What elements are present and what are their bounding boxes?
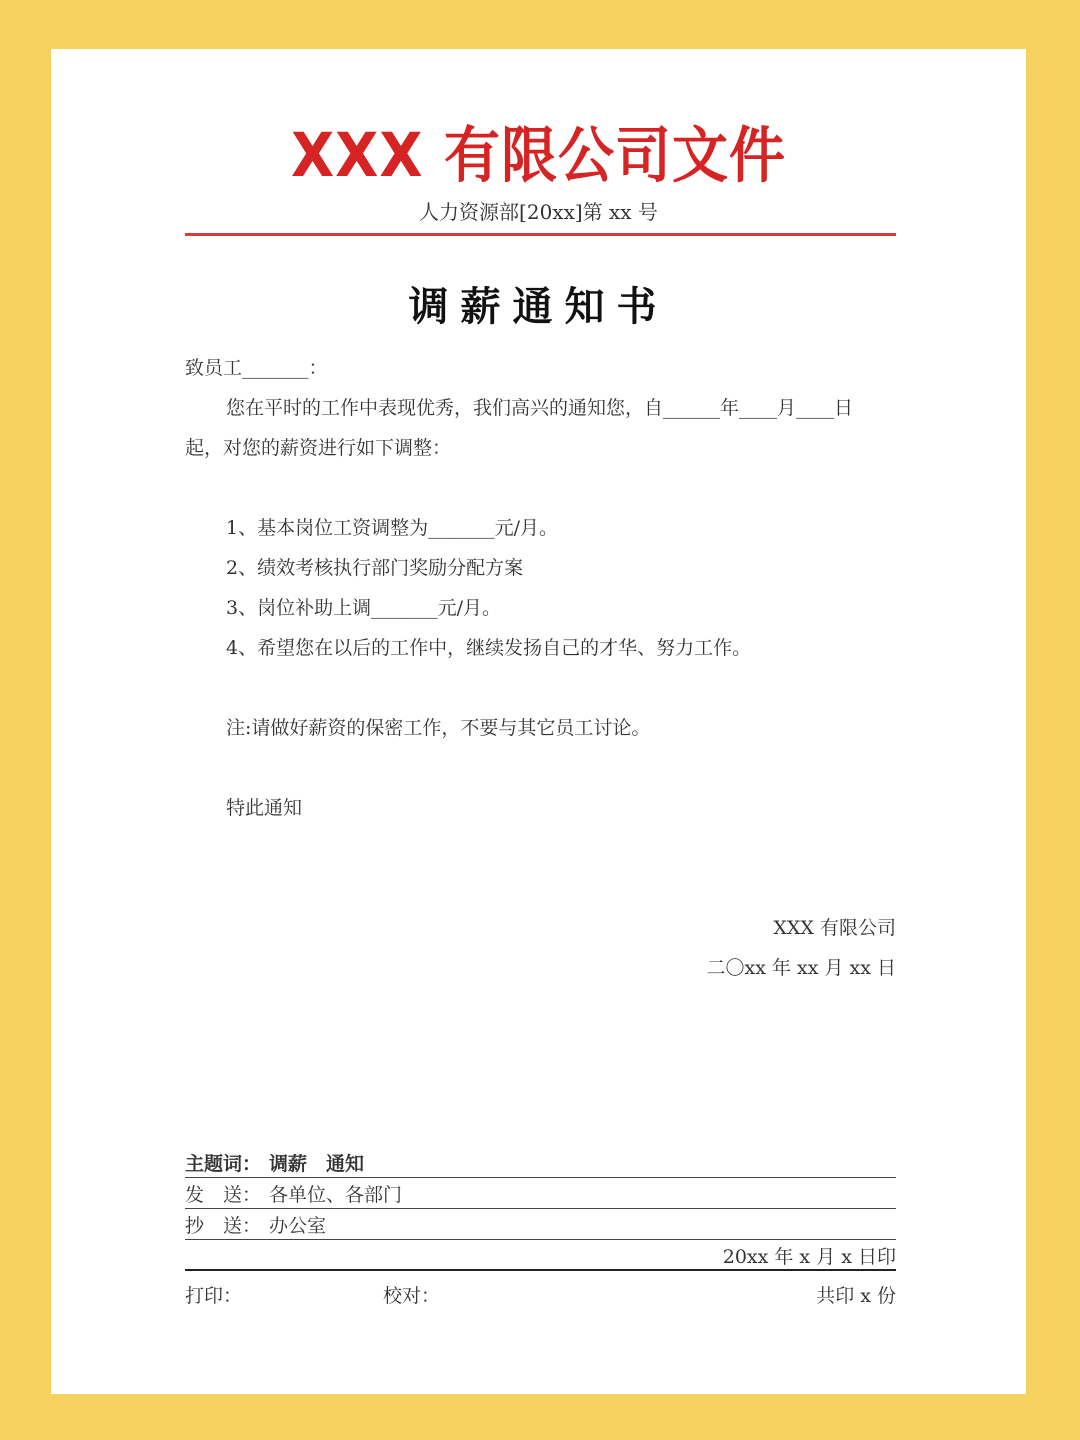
send-label: 发 送： xyxy=(185,1184,262,1206)
print-date: 20xx 年 x 月 x 日印 xyxy=(722,1246,896,1268)
proofread-label: 校对： xyxy=(383,1285,441,1307)
adjustment-item-1: 1、基本岗位工资调整为_______元/月。 xyxy=(226,517,558,539)
document-page xyxy=(51,49,1026,1394)
print-label: 打印： xyxy=(185,1285,243,1307)
copies-count: 共印 x 份 xyxy=(816,1285,896,1307)
intro-line-2: 起，对您的薪资进行如下调整： xyxy=(185,437,452,459)
closing-text: 特此通知 xyxy=(226,797,303,819)
notice-title: 调薪通知书 xyxy=(408,283,669,330)
footer-thick-divider xyxy=(185,1269,896,1271)
adjustment-item-2: 2、绩效考核执行部门奖励分配方案 xyxy=(226,557,524,579)
signature-company: XXX 有限公司 xyxy=(773,917,896,939)
intro-line-1: 您在平时的工作中表现优秀，我们高兴的通知您，自______年____月____日 xyxy=(226,397,854,419)
cc-value: 办公室 xyxy=(269,1215,327,1237)
footer-divider xyxy=(185,1177,896,1178)
org-title: XXX 有限公司文件 xyxy=(290,120,787,191)
red-divider xyxy=(185,233,896,236)
adjustment-item-4: 4、希望您在以后的工作中，继续发扬自己的才华、努力工作。 xyxy=(226,637,752,659)
cc-label: 抄 送： xyxy=(185,1215,262,1237)
keywords-value: 调薪 通知 xyxy=(269,1153,365,1175)
salutation: 致员工_______： xyxy=(185,357,328,379)
send-value: 各单位、各部门 xyxy=(269,1184,403,1206)
adjustment-item-3: 3、岗位补助上调_______元/月。 xyxy=(226,597,501,619)
footer-divider xyxy=(185,1208,896,1209)
confidentiality-note: 注:请做好薪资的保密工作，不要与其它员工讨论。 xyxy=(226,717,651,739)
document-number: 人力资源部[20xx]第 xx 号 xyxy=(419,200,658,224)
footer-divider xyxy=(185,1239,896,1240)
signature-date: 二〇xx 年 xx 月 xx 日 xyxy=(706,957,896,979)
keywords-label: 主题词： xyxy=(185,1153,262,1175)
